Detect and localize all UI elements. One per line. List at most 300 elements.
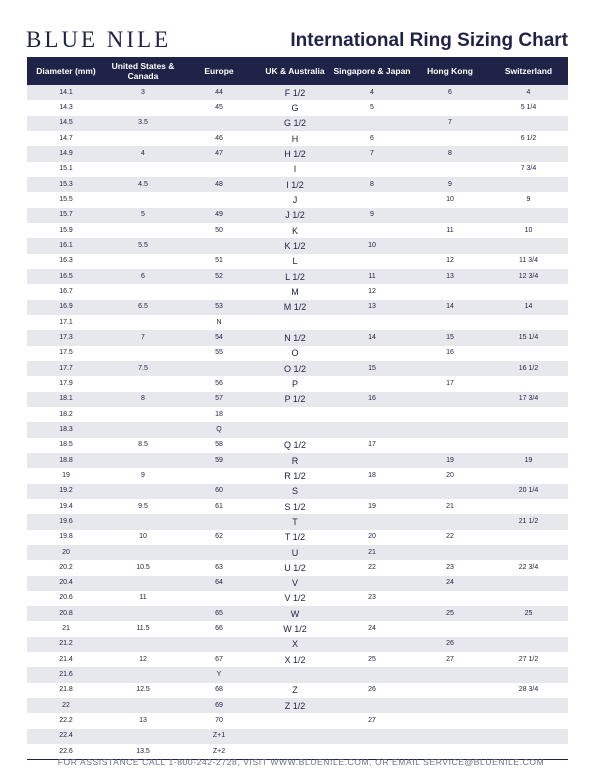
cell-diameter: 21.8 [59, 686, 73, 694]
cell-singapore-japan [333, 254, 411, 269]
cell-hong-kong: 16 [446, 349, 454, 357]
cell-diameter: 18.3 [59, 425, 73, 433]
cell-uk-australia: M [291, 286, 299, 297]
cell-hong-kong: 9 [448, 180, 452, 188]
cell-us-canada [105, 254, 181, 269]
cell-singapore-japan [333, 116, 411, 131]
cell-us-canada [105, 192, 181, 207]
cell-europe: Z+1 [212, 732, 226, 740]
cell-hong-kong [411, 100, 489, 115]
cell-us-canada: 11.5 [136, 625, 150, 633]
cell-singapore-japan: 13 [368, 303, 376, 311]
cell-singapore-japan [333, 606, 411, 621]
cell-us-canada: 5.5 [138, 241, 148, 249]
cell-switzerland: 5 1/4 [520, 103, 537, 111]
cell-diameter: 14.1 [59, 88, 73, 96]
cell-uk-australia: M 1/2 [283, 302, 307, 313]
cell-europe: 49 [215, 211, 223, 219]
cell-us-canada [105, 545, 181, 560]
table-row [27, 100, 568, 115]
column-header-uk-australia: UK & Australia [265, 66, 325, 76]
cell-hong-kong: 20 [446, 471, 454, 479]
cell-europe: 63 [215, 563, 223, 571]
cell-switzerland [489, 713, 568, 728]
cell-europe: Z+2 [212, 747, 226, 755]
cell-hong-kong [411, 683, 489, 698]
cell-switzerland [489, 177, 568, 192]
table-row [27, 514, 568, 529]
cell-singapore-japan: 7 [370, 149, 374, 157]
cell-us-canada [105, 514, 181, 529]
cell-diameter: 14.9 [59, 149, 73, 157]
cell-switzerland: 28 3/4 [518, 686, 539, 694]
cell-uk-australia [257, 422, 333, 437]
cell-hong-kong [411, 208, 489, 223]
cell-singapore-japan: 5 [370, 103, 374, 111]
cell-uk-australia: H [291, 133, 299, 144]
cell-us-canada: 9.5 [138, 502, 148, 510]
cell-diameter: 18.2 [59, 410, 73, 418]
cell-singapore-japan: 18 [368, 471, 376, 479]
cell-diameter: 18.1 [59, 395, 73, 403]
cell-uk-australia [257, 713, 333, 728]
cell-diameter: 20.4 [59, 579, 73, 587]
cell-us-canada: 8 [141, 395, 145, 403]
table-row [27, 591, 568, 606]
table-row [27, 392, 568, 407]
cell-uk-australia: H 1/2 [284, 148, 306, 159]
cell-switzerland [489, 530, 568, 545]
cell-europe: 54 [215, 333, 223, 341]
cell-diameter: 17.9 [59, 379, 73, 387]
cell-hong-kong [411, 315, 489, 330]
table-row [27, 652, 568, 667]
column-header-us-canada: United States & Canada [111, 61, 175, 81]
cell-singapore-japan: 12 [368, 287, 376, 295]
table-row [27, 545, 568, 560]
cell-uk-australia: G 1/2 [283, 118, 306, 129]
cell-switzerland: 17 3/4 [518, 395, 539, 403]
cell-us-canada [105, 346, 181, 361]
cell-hong-kong: 17 [446, 379, 454, 387]
cell-singapore-japan: 25 [368, 655, 376, 663]
footer-contact: FOR ASSISTANCE CALL 1-800-242-2728, VISIT WWW.BLUENILE.COM, OR EMAIL SERVICE@BLUENILE.COM [57, 757, 545, 767]
table-row [27, 162, 568, 177]
cell-switzerland: 10 [524, 226, 533, 234]
cell-europe: 18 [215, 410, 223, 418]
cell-uk-australia: Z [292, 685, 298, 696]
cell-diameter: 19.4 [59, 502, 73, 510]
cell-switzerland: 7 3/4 [520, 165, 537, 173]
cell-uk-australia: T [292, 516, 298, 527]
cell-hong-kong: 23 [446, 563, 454, 571]
cell-diameter: 19.6 [59, 517, 73, 525]
cell-switzerland [489, 376, 568, 391]
cell-singapore-japan [333, 514, 411, 529]
cell-uk-australia: P 1/2 [284, 394, 306, 405]
cell-singapore-japan: 27 [368, 717, 376, 725]
cell-hong-kong: 10 [446, 195, 454, 203]
cell-hong-kong [411, 698, 489, 713]
table-row [27, 300, 568, 315]
cell-uk-australia: G [291, 102, 299, 113]
table-row [27, 146, 568, 161]
cell-us-canada [105, 162, 181, 177]
column-header-hong-kong: Hong Kong [427, 66, 473, 76]
cell-diameter: 17.3 [59, 333, 73, 341]
cell-hong-kong: 6 [448, 88, 452, 96]
cell-diameter: 22.6 [59, 747, 73, 755]
cell-singapore-japan [333, 376, 411, 391]
cell-hong-kong: 11 [446, 226, 454, 234]
cell-us-canada [105, 376, 181, 391]
cell-singapore-japan: 11 [368, 272, 376, 280]
cell-diameter: 19.2 [59, 487, 73, 495]
cell-uk-australia [257, 667, 333, 682]
page-header [26, 26, 568, 54]
table-row [27, 729, 568, 744]
cell-us-canada: 13 [139, 717, 147, 725]
cell-uk-australia: R [291, 455, 299, 466]
cell-singapore-japan [333, 667, 411, 682]
cell-us-canada [105, 284, 181, 299]
cell-uk-australia: I 1/2 [286, 179, 304, 190]
cell-europe [181, 238, 257, 253]
cell-europe: 70 [215, 717, 223, 725]
cell-singapore-japan: 17 [368, 441, 376, 449]
cell-europe: 53 [215, 303, 223, 311]
cell-uk-australia: T 1/2 [284, 532, 306, 543]
cell-diameter: 14.5 [59, 119, 73, 127]
cell-switzerland [489, 698, 568, 713]
cell-diameter: 19 [62, 471, 70, 479]
cell-us-canada: 4 [141, 149, 145, 157]
cell-us-canada [105, 729, 181, 744]
cell-diameter: 21.2 [59, 640, 73, 648]
cell-switzerland: 19 [524, 456, 533, 464]
cell-us-canada: 7 [141, 333, 145, 341]
cell-diameter: 18.5 [59, 441, 73, 449]
cell-uk-australia [257, 729, 333, 744]
cell-singapore-japan: 20 [368, 533, 376, 541]
cell-singapore-japan: 4 [370, 88, 374, 96]
column-header-switzerland: Switzerland [504, 66, 553, 76]
cell-us-canada: 3.5 [138, 119, 148, 127]
cell-switzerland: 21 1/2 [518, 517, 539, 525]
cell-hong-kong: 25 [446, 609, 454, 617]
cell-us-canada: 13.5 [136, 747, 150, 755]
cell-europe: 57 [215, 395, 223, 403]
cell-hong-kong [411, 238, 489, 253]
cell-switzerland [489, 438, 568, 453]
table-row [27, 192, 568, 207]
cell-hong-kong [411, 407, 489, 422]
cell-diameter: 19.8 [59, 533, 73, 541]
cell-uk-australia: Z 1/2 [284, 700, 306, 711]
column-header-europe: Europe [204, 66, 234, 76]
cell-diameter: 15.5 [59, 195, 73, 203]
cell-switzerland [489, 621, 568, 636]
cell-hong-kong [411, 361, 489, 376]
cell-singapore-japan [333, 407, 411, 422]
brand-logo: BLUE NILE [26, 27, 172, 52]
table-row [27, 667, 568, 682]
cell-singapore-japan [333, 576, 411, 591]
cell-switzerland: 9 [526, 195, 531, 203]
cell-diameter: 17.7 [59, 364, 73, 372]
cell-singapore-japan: 19 [368, 502, 376, 510]
cell-hong-kong: 7 [448, 119, 452, 127]
cell-hong-kong [411, 284, 489, 299]
cell-uk-australia: U 1/2 [284, 562, 306, 573]
cell-uk-australia: V [291, 578, 298, 589]
cell-singapore-japan [333, 346, 411, 361]
table-row [27, 238, 568, 253]
cell-switzerland [489, 729, 568, 744]
cell-us-canada [105, 484, 181, 499]
cell-uk-australia: S [291, 486, 298, 497]
cell-uk-australia [257, 407, 333, 422]
table-row [27, 131, 568, 146]
cell-hong-kong [411, 514, 489, 529]
cell-uk-australia: W [290, 608, 300, 619]
table-row [27, 606, 568, 621]
cell-switzerland [489, 591, 568, 606]
cell-europe: 58 [215, 441, 223, 449]
cell-diameter: 22.4 [59, 732, 73, 740]
cell-hong-kong [411, 667, 489, 682]
cell-us-canada [105, 667, 181, 682]
cell-switzerland: 6 1/2 [520, 134, 537, 142]
cell-switzerland [489, 238, 568, 253]
cell-switzerland: 25 [524, 609, 533, 617]
table-row [27, 499, 568, 514]
cell-europe [181, 468, 257, 483]
table-row [27, 315, 568, 330]
cell-uk-australia: S 1/2 [284, 501, 306, 512]
cell-switzerland [489, 637, 568, 652]
cell-us-canada: 11 [139, 594, 147, 602]
cell-europe: 50 [215, 226, 223, 234]
table-row [27, 422, 568, 437]
cell-hong-kong: 8 [448, 149, 452, 157]
cell-singapore-japan [333, 192, 411, 207]
cell-europe: 59 [215, 456, 223, 464]
cell-europe: 68 [215, 686, 223, 694]
cell-switzerland [489, 346, 568, 361]
cell-europe: Y [216, 671, 222, 679]
cell-singapore-japan: 21 [368, 548, 376, 556]
cell-diameter: 14.3 [59, 103, 73, 111]
cell-switzerland [489, 422, 568, 437]
cell-singapore-japan: 23 [368, 594, 376, 602]
cell-switzerland [489, 116, 568, 131]
table-row [27, 85, 568, 100]
cell-us-canada: 6.5 [138, 303, 148, 311]
cell-us-canada: 10.5 [136, 563, 150, 571]
cell-us-canada: 12 [139, 655, 147, 663]
cell-us-canada [105, 576, 181, 591]
table-row [27, 713, 568, 728]
cell-europe: 51 [215, 257, 223, 265]
cell-switzerland: 15 1/4 [518, 333, 539, 341]
cell-uk-australia: X [291, 639, 298, 650]
cell-switzerland: 12 3/4 [518, 272, 539, 280]
cell-europe [181, 284, 257, 299]
cell-us-canada: 6 [141, 272, 145, 280]
cell-europe [181, 514, 257, 529]
cell-us-canada: 7.5 [138, 364, 148, 372]
cell-singapore-japan: 8 [370, 180, 374, 188]
cell-switzerland [489, 499, 568, 514]
cell-uk-australia: U [291, 547, 299, 558]
table-row [27, 346, 568, 361]
cell-hong-kong: 24 [446, 579, 454, 587]
cell-us-canada [105, 453, 181, 468]
cell-switzerland [489, 315, 568, 330]
cell-singapore-japan: 14 [368, 333, 376, 341]
cell-switzerland: 11 3/4 [519, 257, 538, 265]
cell-europe: 64 [215, 579, 223, 587]
cell-singapore-japan: 16 [368, 395, 376, 403]
cell-switzerland: 14 [524, 303, 533, 311]
cell-diameter: 15.9 [59, 226, 73, 234]
cell-diameter: 20.2 [59, 563, 73, 571]
cell-diameter: 16.1 [59, 241, 73, 249]
cell-diameter: 22 [62, 701, 70, 709]
table-row [27, 361, 568, 376]
cell-uk-australia: J [292, 194, 298, 205]
table-row [27, 560, 568, 575]
cell-europe [181, 361, 257, 376]
cell-europe: 61 [215, 502, 223, 510]
cell-europe: 55 [215, 349, 223, 357]
cell-hong-kong [411, 392, 489, 407]
cell-diameter: 14.7 [59, 134, 73, 142]
cell-us-canada: 4.5 [138, 180, 148, 188]
cell-us-canada [105, 223, 181, 238]
cell-europe: 44 [215, 88, 223, 96]
cell-singapore-japan [333, 484, 411, 499]
cell-uk-australia: F 1/2 [284, 87, 306, 98]
cell-uk-australia: R 1/2 [284, 470, 306, 481]
cell-diameter: 17.1 [59, 318, 73, 326]
cell-diameter: 16.7 [59, 287, 73, 295]
cell-diameter: 21.4 [59, 655, 73, 663]
cell-singapore-japan: 9 [370, 211, 374, 219]
cell-hong-kong: 19 [446, 456, 454, 464]
table-row [27, 683, 568, 698]
cell-diameter: 15.3 [59, 180, 73, 188]
cell-diameter: 16.3 [59, 257, 73, 265]
table-row [27, 468, 568, 483]
cell-singapore-japan: 24 [368, 625, 376, 633]
cell-hong-kong [411, 438, 489, 453]
cell-diameter: 15.1 [59, 165, 73, 173]
table-row [27, 116, 568, 131]
cell-europe: 60 [215, 487, 223, 495]
cell-switzerland: 20 1/4 [518, 487, 539, 495]
cell-uk-australia: I [293, 164, 297, 175]
cell-europe: 62 [215, 533, 223, 541]
cell-uk-australia: O 1/2 [283, 363, 306, 374]
cell-europe: 69 [215, 701, 223, 709]
cell-hong-kong [411, 621, 489, 636]
cell-diameter: 18.8 [59, 456, 73, 464]
cell-uk-australia: J 1/2 [285, 210, 305, 221]
table-row [27, 330, 568, 345]
cell-diameter: 16.9 [59, 303, 73, 311]
cell-switzerland [489, 468, 568, 483]
cell-switzerland: 27 1/2 [518, 655, 539, 663]
cell-switzerland: 22 3/4 [518, 563, 539, 571]
table-row [27, 208, 568, 223]
table-row [27, 621, 568, 636]
cell-hong-kong [411, 729, 489, 744]
cell-singapore-japan [333, 223, 411, 238]
cell-hong-kong: 12 [446, 257, 454, 265]
column-header-singapore-japan: Singapore & Japan [333, 66, 411, 76]
cell-diameter: 20.8 [59, 609, 73, 617]
table-row [27, 376, 568, 391]
table-row [27, 530, 568, 545]
cell-uk-australia: L [292, 256, 298, 267]
cell-singapore-japan: 10 [368, 241, 376, 249]
cell-singapore-japan [333, 315, 411, 330]
cell-europe [181, 162, 257, 177]
cell-europe: Q [216, 425, 222, 433]
cell-singapore-japan: 26 [368, 686, 376, 694]
cell-hong-kong: 22 [446, 533, 454, 541]
cell-europe: 65 [215, 609, 223, 617]
table-body [27, 85, 568, 759]
table-row [27, 407, 568, 422]
cell-europe: 45 [215, 103, 223, 111]
cell-hong-kong: 15 [446, 333, 454, 341]
cell-us-canada [105, 131, 181, 146]
cell-switzerland [489, 407, 568, 422]
cell-uk-australia: P [291, 378, 298, 389]
cell-singapore-japan [333, 422, 411, 437]
cell-us-canada: 8.5 [138, 441, 148, 449]
cell-us-canada: 12.5 [136, 686, 150, 694]
table-header [27, 57, 568, 85]
cell-us-canada [105, 422, 181, 437]
cell-uk-australia [257, 315, 333, 330]
cell-europe: 52 [215, 272, 223, 280]
table-row [27, 223, 568, 238]
cell-us-canada [105, 407, 181, 422]
cell-singapore-japan: 15 [368, 364, 376, 372]
cell-singapore-japan [333, 698, 411, 713]
cell-singapore-japan [333, 453, 411, 468]
cell-hong-kong [411, 484, 489, 499]
table-row [27, 576, 568, 591]
cell-europe [181, 591, 257, 606]
cell-us-canada [105, 698, 181, 713]
cell-uk-australia: O [291, 348, 299, 359]
cell-us-canada: 5 [141, 211, 145, 219]
cell-singapore-japan [333, 729, 411, 744]
cell-europe: 48 [215, 180, 223, 188]
cell-switzerland [489, 667, 568, 682]
cell-hong-kong [411, 422, 489, 437]
table-row [27, 698, 568, 713]
table-row [27, 637, 568, 652]
cell-switzerland [489, 208, 568, 223]
cell-hong-kong: 13 [446, 272, 454, 280]
cell-us-canada: 3 [141, 88, 145, 96]
